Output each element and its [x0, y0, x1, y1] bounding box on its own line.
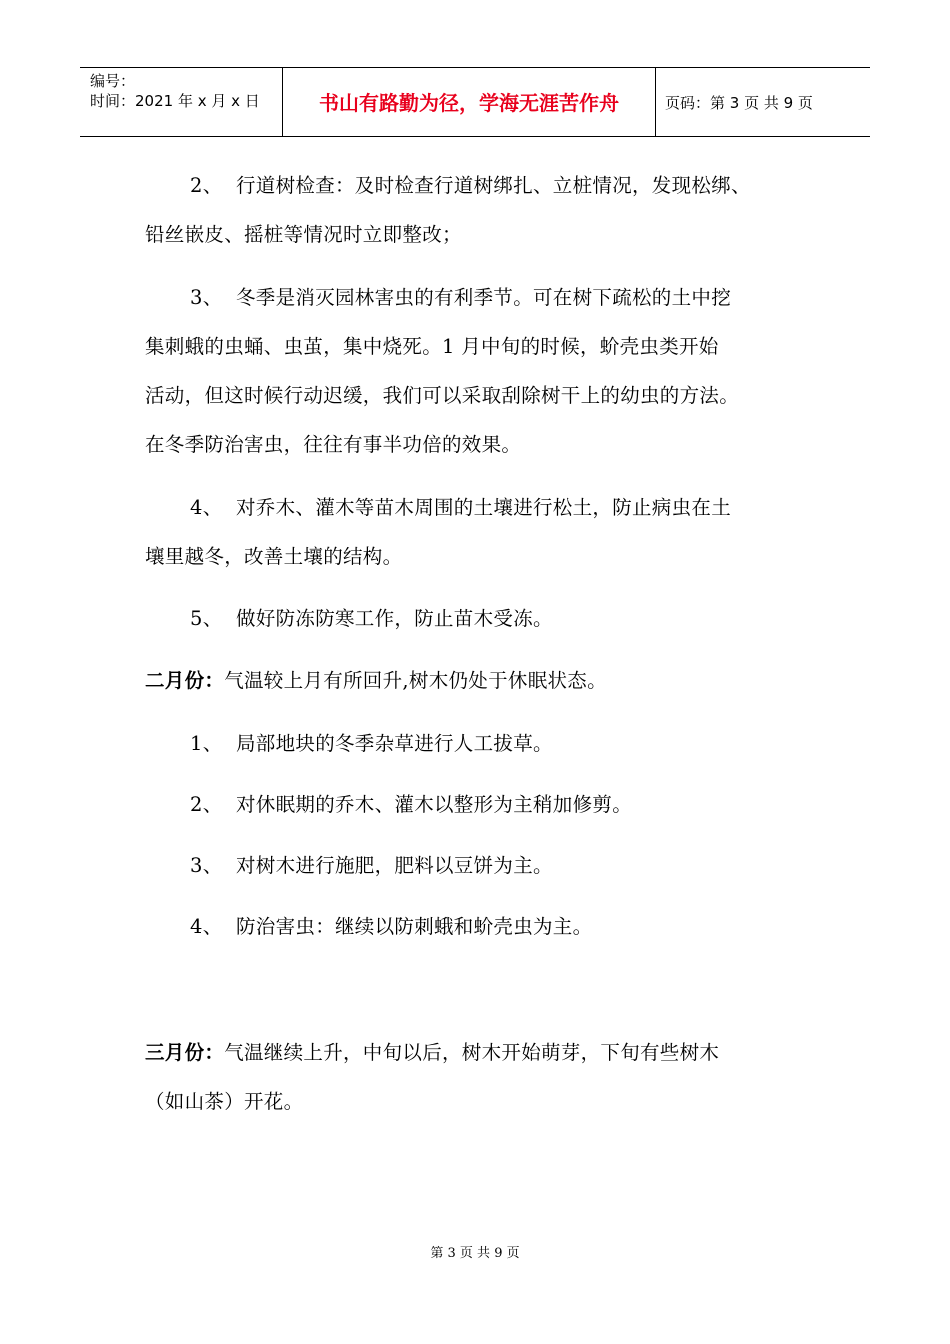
february-item-3 [190, 853, 553, 879]
header-meta-cell [80, 68, 282, 136]
paragraph-text: 冬季是消灭园林害虫的有利季节。可在树下疏松的土中挖 [236, 286, 732, 309]
paragraph-3-line-2: 集刺蛾的虫蛹、虫茧，集中烧死。1 月中旬的时候，蚧壳虫类开始 [145, 335, 719, 358]
item-number: 1、 [190, 732, 223, 755]
paragraph-text: 对乔木、灌木等苗木周围的土壤进行松土，防止病虫在土 [236, 496, 732, 519]
document-number-label: 编号： [90, 72, 136, 90]
item-number: 2、 [190, 174, 223, 197]
item-text: 局部地块的冬季杂草进行人工拔草。 [236, 732, 553, 755]
item-text: 对树木进行施肥，肥料以豆饼为主。 [236, 854, 553, 877]
march-heading-line-2: （如山茶）开花。 [145, 1090, 304, 1113]
paragraph-text: 行道树检查：及时检查行道树绑扎、立桩情况，发现松绑、 [236, 174, 751, 197]
header-page-cell [655, 68, 870, 136]
page-footer: 第 3 页 共 9 页 [430, 1246, 520, 1261]
paragraph-3-line-1 [190, 285, 731, 311]
month-summary: 气温继续上升，中旬以后，树木开始萌芽，下旬有些树木 [224, 1041, 720, 1064]
header-page-code: 页码：第 3 页 共 9 页 [665, 94, 813, 112]
item-number: 3、 [190, 286, 223, 309]
paragraph-5-line-1 [190, 606, 553, 632]
month-label: 三月份： [145, 1041, 225, 1064]
february-heading [145, 668, 607, 694]
header-motto: 书山有路勤为径，学海无涯苦作舟 [319, 91, 619, 115]
paragraph-2-line-1 [190, 173, 751, 199]
paragraph-4-line-1 [190, 495, 731, 521]
item-number: 4、 [190, 496, 223, 519]
item-number: 3、 [190, 854, 223, 877]
february-item-1 [190, 731, 553, 757]
item-number: 2、 [190, 793, 223, 816]
header-motto-cell [282, 68, 656, 136]
item-number: 5、 [190, 607, 223, 630]
paragraph-4-line-2: 壤里越冬，改善土壤的结构。 [145, 545, 403, 568]
paragraph-3-line-3: 活动，但这时候行动迟缓，我们可以采取刮除树干上的幼虫的方法。 [145, 384, 740, 407]
document-header [80, 67, 870, 137]
paragraph-3-line-4: 在冬季防治害虫，往往有事半功倍的效果。 [145, 433, 522, 456]
item-number: 4、 [190, 915, 223, 938]
item-text: 防治害虫：继续以防刺蛾和蚧壳虫为主。 [236, 915, 593, 938]
item-text: 对休眠期的乔木、灌木以整形为主稍加修剪。 [236, 793, 633, 816]
february-item-4 [190, 914, 592, 940]
paragraph-2-line-2: 铅丝嵌皮、摇桩等情况时立即整改； [145, 223, 462, 246]
document-time-label: 时间：2021 年 x 月 x 日 [90, 92, 260, 110]
month-label: 二月份： [145, 669, 225, 692]
month-summary: 气温较上月有所回升,树木仍处于休眠状态。 [224, 669, 607, 692]
february-item-2 [190, 792, 632, 818]
march-heading [145, 1040, 719, 1066]
paragraph-text: 做好防冻防寒工作，防止苗木受冻。 [236, 607, 553, 630]
